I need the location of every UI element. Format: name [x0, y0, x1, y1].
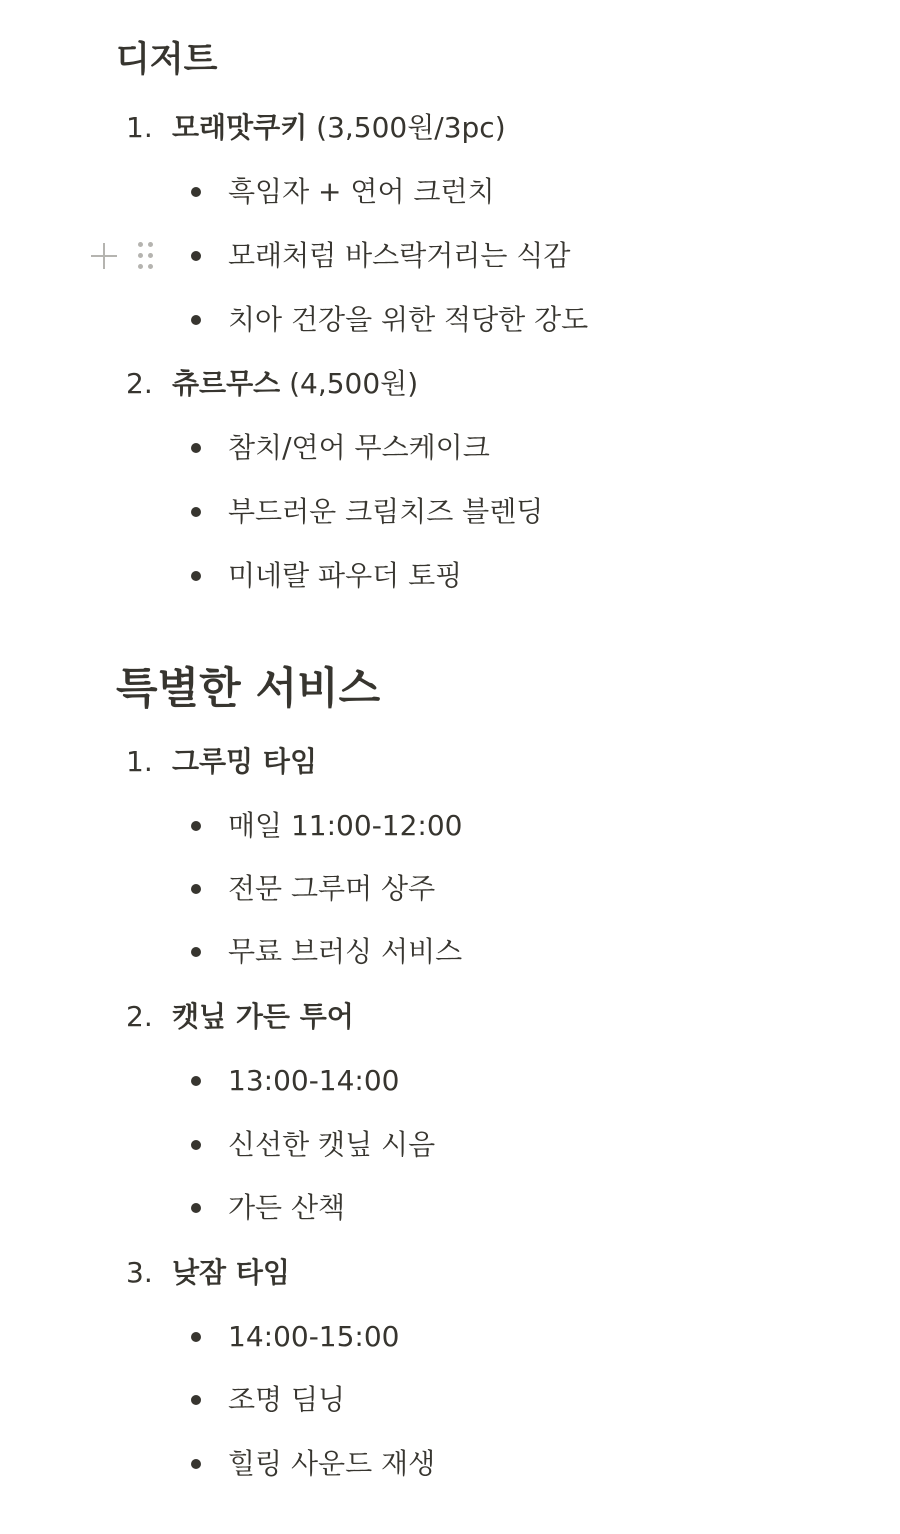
bullet-icon [191, 1395, 201, 1405]
item-title: 모래맛쿠키 [172, 111, 308, 144]
bullet-text: 부드러운 크림치즈 블렌딩 [228, 495, 544, 528]
item-title: 그루밍 타임 [172, 745, 317, 778]
bullet-text: 흑임자 + 연어 크런치 [228, 175, 495, 208]
bullet-text: 14:00-15:00 [228, 1320, 400, 1353]
numbered-item-sand-cookie[interactable] [126, 108, 506, 148]
bullet-text: 가든 산책 [228, 1191, 346, 1224]
item-detail: (4,500원) [280, 367, 419, 400]
list-number: 1. [126, 111, 153, 144]
item-detail: (3,500원/3pc) [307, 111, 506, 144]
bullet-text: 치아 건강을 위한 적당한 강도 [228, 303, 589, 336]
numbered-item-churu-mousse[interactable] [126, 364, 418, 404]
numbered-item-grooming[interactable] [126, 742, 317, 782]
bullet-text: 모래처럼 바스락거리는 식감 [228, 239, 571, 272]
bullet-text: 힐링 사운드 재생 [228, 1447, 436, 1480]
numbered-item-catnip-garden[interactable] [126, 997, 354, 1037]
bullet-text: 미네랄 파우더 토핑 [228, 559, 463, 592]
drag-handle-icon[interactable] [136, 241, 156, 271]
section-heading-dessert[interactable]: 디저트 [116, 40, 218, 80]
bullet-icon [191, 443, 201, 453]
bullet-text: 13:00-14:00 [228, 1064, 400, 1097]
bullet-icon [191, 947, 201, 957]
bullet-icon [191, 507, 201, 517]
item-title: 낮잠 타임 [172, 1256, 290, 1289]
bullet-icon [191, 821, 201, 831]
bullet-icon [191, 884, 201, 894]
bullet-text: 무료 브러싱 서비스 [228, 935, 463, 968]
plus-icon[interactable] [88, 240, 120, 272]
bullet-icon [191, 251, 201, 261]
list-number: 3. [126, 1256, 153, 1289]
bullet-text: 매일 11:00-12:00 [228, 809, 463, 842]
section-heading-special-services[interactable]: 특별한 서비스 [116, 664, 381, 714]
bullet-icon [191, 1332, 201, 1342]
list-number: 2. [126, 1000, 153, 1033]
bullet-icon [191, 1140, 201, 1150]
list-number: 2. [126, 367, 153, 400]
item-title: 츄르무스 [172, 367, 281, 400]
bullet-text: 참치/연어 무스케이크 [228, 431, 490, 464]
bullet-text: 조명 딤닝 [228, 1383, 346, 1416]
bullet-icon [191, 1203, 201, 1213]
list-number: 1. [126, 745, 153, 778]
bullet-icon [191, 1459, 201, 1469]
bullet-text: 신선한 캣닢 시음 [228, 1128, 436, 1161]
bullet-icon [191, 187, 201, 197]
bullet-text: 전문 그루머 상주 [228, 872, 436, 905]
bullet-icon [191, 1076, 201, 1086]
numbered-item-nap-time[interactable] [126, 1253, 290, 1293]
bullet-icon [191, 571, 201, 581]
item-title: 캣닢 가든 투어 [172, 1000, 354, 1033]
bullet-icon [191, 315, 201, 325]
